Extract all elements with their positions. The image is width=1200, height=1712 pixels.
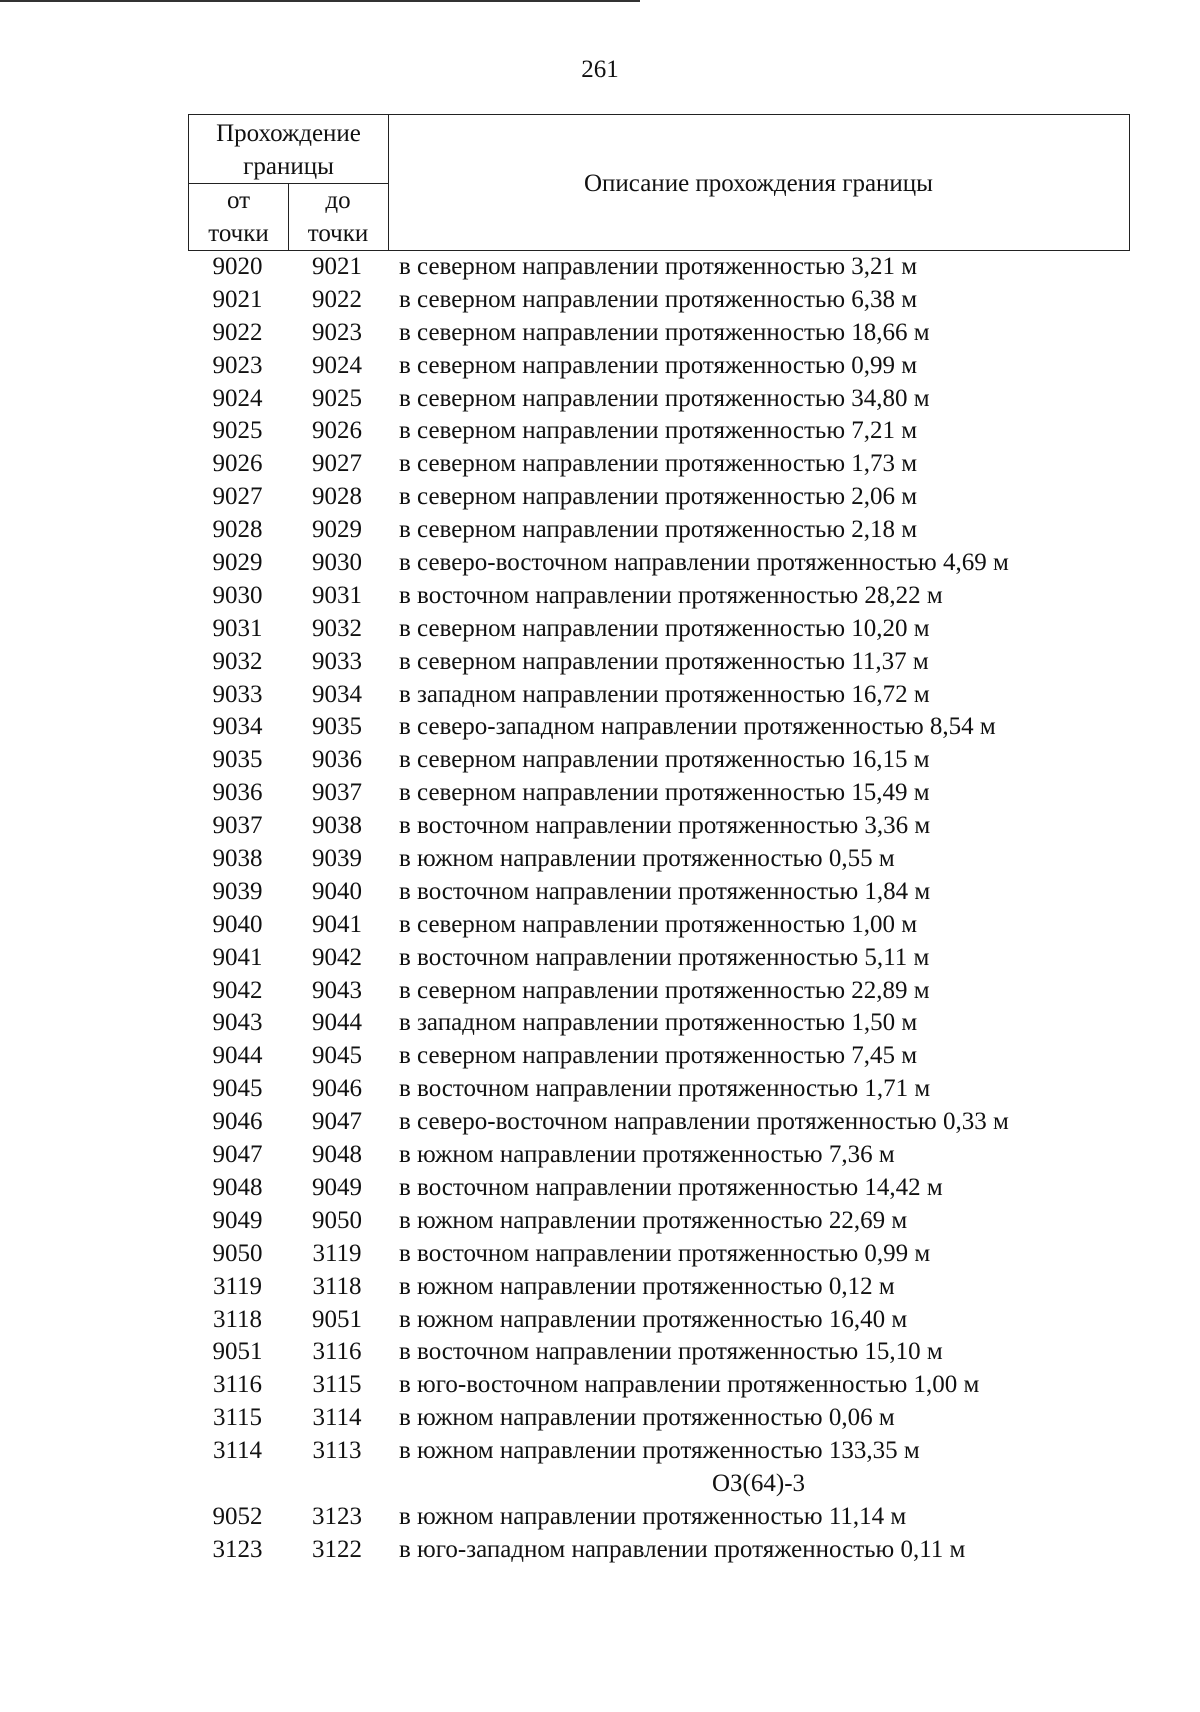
from-point: 9030 bbox=[212, 581, 263, 609]
from-point: 9025 bbox=[212, 417, 263, 445]
to-point: 9048 bbox=[312, 1141, 362, 1169]
table-row bbox=[188, 1172, 1130, 1205]
boundary-description: в южном направлении протяженностью 16,40 м bbox=[399, 1305, 908, 1333]
to-point: 9043 bbox=[312, 976, 362, 1004]
table-row bbox=[188, 1007, 1130, 1040]
to-point: 9024 bbox=[312, 351, 362, 379]
to-point: 9041 bbox=[312, 910, 362, 938]
to-point: 3119 bbox=[312, 1239, 362, 1267]
boundary-description: в южном направлении протяженностью 22,69 м bbox=[399, 1206, 908, 1234]
from-point: 9032 bbox=[212, 647, 263, 675]
boundary-description: в восточном направлении протяженностью 14,42 м bbox=[399, 1173, 943, 1201]
table-row bbox=[188, 975, 1130, 1008]
to-point: 9033 bbox=[312, 647, 362, 675]
from-point: 9034 bbox=[212, 713, 263, 741]
table-row bbox=[188, 284, 1130, 317]
from-point: 9021 bbox=[212, 285, 263, 313]
boundary-description: в северном направлении протяженностью 7,21 м bbox=[399, 417, 918, 445]
table-row bbox=[188, 1369, 1130, 1402]
from-point: 9052 bbox=[212, 1502, 263, 1530]
from-point: 3118 bbox=[212, 1305, 263, 1333]
table-row bbox=[188, 350, 1130, 383]
header-from-line2: точки bbox=[208, 220, 269, 247]
to-point: 9025 bbox=[312, 384, 362, 412]
section-heading: ОЗ(64)-3 bbox=[711, 1469, 806, 1497]
boundary-description: в северном направлении протяженностью 1,73 м bbox=[399, 450, 918, 478]
table-row bbox=[188, 580, 1130, 613]
boundary-description: в южном направлении протяженностью 0,12 м bbox=[399, 1272, 895, 1300]
to-point: 9050 bbox=[312, 1206, 362, 1234]
from-point: 9036 bbox=[212, 779, 263, 807]
header-passage-line1: Прохождение bbox=[216, 120, 361, 147]
table-row bbox=[188, 679, 1130, 712]
table-row bbox=[188, 1073, 1130, 1106]
table-row bbox=[188, 481, 1130, 514]
to-point: 9046 bbox=[312, 1075, 362, 1103]
page-number: 261 bbox=[581, 56, 619, 83]
boundary-description: в южном направлении протяженностью 0,06 м bbox=[399, 1404, 895, 1432]
boundary-description: в северо-восточном направлении протяженностью 4,69 м bbox=[399, 549, 1009, 577]
to-point: 9026 bbox=[312, 417, 362, 445]
from-point: 9038 bbox=[212, 845, 263, 873]
table-row bbox=[188, 1534, 1130, 1567]
boundary-description: в восточном направлении протяженностью 0,99 м bbox=[399, 1239, 931, 1267]
to-point: 9022 bbox=[312, 285, 362, 313]
table-row bbox=[188, 843, 1130, 876]
from-point: 9049 bbox=[212, 1206, 263, 1234]
header-from-line1: от bbox=[226, 187, 251, 214]
table-row bbox=[188, 1106, 1130, 1139]
from-point: 9027 bbox=[212, 483, 263, 511]
to-point: 9034 bbox=[312, 680, 362, 708]
table-row bbox=[188, 1040, 1130, 1073]
to-point: 9037 bbox=[312, 779, 362, 807]
table-header bbox=[188, 114, 1130, 251]
to-point: 3123 bbox=[312, 1502, 362, 1530]
from-point: 9035 bbox=[212, 746, 263, 774]
boundary-description: в северном направлении протяженностью 3,21 м bbox=[399, 253, 918, 280]
table-row bbox=[188, 942, 1130, 975]
from-point: 3114 bbox=[212, 1437, 263, 1465]
from-point: 9039 bbox=[212, 877, 263, 905]
table-row bbox=[188, 1402, 1130, 1435]
boundary-description: в северном направлении протяженностью 34,80 м bbox=[399, 384, 930, 412]
boundary-description: в северном направлении протяженностью 2,06 м bbox=[399, 483, 918, 511]
header-to-line2: точки bbox=[307, 220, 369, 247]
boundary-description: в северо-восточном направлении протяженностью 0,33 м bbox=[399, 1108, 1009, 1136]
from-point: 9043 bbox=[212, 1009, 263, 1037]
table-row bbox=[188, 1336, 1130, 1369]
table-row bbox=[188, 448, 1130, 481]
to-point: 9027 bbox=[312, 450, 362, 478]
boundary-description: в северном направлении протяженностью 10,20 м bbox=[399, 614, 930, 642]
to-point: 9038 bbox=[312, 812, 362, 840]
from-point: 3115 bbox=[212, 1404, 263, 1432]
boundary-description: в северном направлении протяженностью 18,66 м bbox=[399, 318, 930, 346]
from-point: 9022 bbox=[212, 318, 263, 346]
to-point: 9031 bbox=[312, 581, 362, 609]
table-row bbox=[188, 1501, 1130, 1534]
from-point: 9037 bbox=[212, 812, 263, 840]
from-point: 3119 bbox=[212, 1272, 263, 1300]
table-row bbox=[188, 251, 1130, 284]
table-row bbox=[188, 415, 1130, 448]
table-row bbox=[188, 777, 1130, 810]
to-point: 9049 bbox=[312, 1173, 362, 1201]
to-point: 9051 bbox=[312, 1305, 362, 1333]
to-point: 3113 bbox=[312, 1437, 362, 1465]
table-row bbox=[188, 744, 1130, 777]
boundary-description: в восточном направлении протяженностью 5,11 м bbox=[399, 943, 930, 971]
from-point: 9028 bbox=[212, 516, 263, 544]
to-point: 9021 bbox=[312, 253, 362, 280]
to-point: 9039 bbox=[312, 845, 362, 873]
to-point: 9023 bbox=[312, 318, 362, 346]
header-description: Описание прохождения границы bbox=[584, 170, 933, 197]
header-to bbox=[288, 184, 388, 250]
table-row bbox=[188, 711, 1130, 744]
from-point: 9020 bbox=[212, 253, 263, 280]
from-point: 3116 bbox=[212, 1371, 263, 1399]
table-row bbox=[188, 1435, 1130, 1468]
table-row bbox=[188, 514, 1130, 547]
boundary-description: в восточном направлении протяженностью 1,84 м bbox=[399, 877, 931, 905]
table-row bbox=[188, 547, 1130, 580]
header-passage bbox=[189, 117, 388, 183]
from-point: 9040 bbox=[212, 910, 263, 938]
to-point: 9029 bbox=[312, 516, 362, 544]
to-point: 3122 bbox=[312, 1535, 362, 1563]
table-row bbox=[188, 909, 1130, 942]
boundary-description: в восточном направлении протяженностью 1,71 м bbox=[399, 1075, 931, 1103]
table-row bbox=[188, 1238, 1130, 1271]
boundary-description: в северном направлении протяженностью 22,89 м bbox=[399, 976, 930, 1004]
from-point: 9042 bbox=[212, 976, 263, 1004]
from-point: 9041 bbox=[212, 943, 263, 971]
boundary-description: в северном направлении протяженностью 0,99 м bbox=[399, 351, 918, 379]
to-point: 9040 bbox=[312, 877, 362, 905]
boundary-description: в восточном направлении протяженностью 28,22 м bbox=[399, 581, 943, 609]
to-point: 9032 bbox=[312, 614, 362, 642]
to-point: 9036 bbox=[312, 746, 362, 774]
to-point: 9042 bbox=[312, 943, 362, 971]
boundary-description: в западном направлении протяженностью 1,50 м bbox=[399, 1009, 918, 1037]
boundary-description: в северном направлении протяженностью 11,37 м bbox=[399, 647, 929, 675]
header-from bbox=[189, 184, 288, 250]
table-row bbox=[188, 1271, 1130, 1304]
from-point: 3123 bbox=[212, 1535, 263, 1563]
from-point: 9023 bbox=[212, 351, 263, 379]
table-row bbox=[188, 810, 1130, 843]
from-point: 9024 bbox=[212, 384, 263, 412]
boundary-description: в северо-западном направлении протяженностью 8,54 м bbox=[399, 713, 996, 741]
header-passage-line2: границы bbox=[243, 153, 334, 180]
boundary-description: в восточном направлении протяженностью 3,36 м bbox=[399, 812, 931, 840]
boundary-description: в северном направлении протяженностью 1,00 м bbox=[399, 910, 918, 938]
boundary-description: в юго-восточном направлении протяженностью 1,00 м bbox=[399, 1371, 980, 1399]
from-point: 9048 bbox=[212, 1173, 263, 1201]
to-point: 3118 bbox=[312, 1272, 362, 1300]
table-row bbox=[188, 613, 1130, 646]
boundary-description: в северном направлении протяженностью 16,15 м bbox=[399, 746, 930, 774]
to-point: 9044 bbox=[312, 1009, 362, 1037]
boundary-description: в южном направлении протяженностью 7,36 м bbox=[399, 1141, 895, 1169]
header-to-line1: до bbox=[325, 187, 351, 214]
scan-top-edge bbox=[0, 0, 640, 2]
boundary-table-body bbox=[188, 251, 1130, 1567]
to-point: 3115 bbox=[312, 1371, 362, 1399]
from-point: 9044 bbox=[212, 1042, 263, 1070]
to-point: 9045 bbox=[312, 1042, 362, 1070]
from-point: 9029 bbox=[212, 549, 263, 577]
from-point: 9050 bbox=[212, 1239, 263, 1267]
from-point: 9026 bbox=[212, 450, 263, 478]
from-point: 9045 bbox=[212, 1075, 263, 1103]
boundary-description: в южном направлении протяженностью 11,14 м bbox=[399, 1502, 907, 1530]
table-row bbox=[188, 646, 1130, 679]
boundary-description: в восточном направлении протяженностью 15,10 м bbox=[399, 1338, 943, 1366]
table-row bbox=[188, 1205, 1130, 1238]
to-point: 9030 bbox=[312, 549, 362, 577]
table-row bbox=[188, 1304, 1130, 1337]
to-point: 3116 bbox=[312, 1338, 362, 1366]
from-point: 9047 bbox=[212, 1141, 263, 1169]
boundary-description: в южном направлении протяженностью 0,55 м bbox=[399, 845, 895, 873]
boundary-description: в северном направлении протяженностью 2,18 м bbox=[399, 516, 918, 544]
to-point: 9047 bbox=[312, 1108, 362, 1136]
to-point: 3114 bbox=[312, 1404, 362, 1432]
boundary-description: в северном направлении протяженностью 7,45 м bbox=[399, 1042, 918, 1070]
from-point: 9033 bbox=[212, 680, 263, 708]
boundary-description: в северном направлении протяженностью 15,49 м bbox=[399, 779, 930, 807]
section-heading-row bbox=[188, 1468, 1130, 1501]
from-point: 9046 bbox=[212, 1108, 263, 1136]
table-row bbox=[188, 383, 1130, 416]
boundary-description: в западном направлении протяженностью 16,72 м bbox=[399, 680, 930, 708]
table-row bbox=[188, 1139, 1130, 1172]
boundary-description: в юго-западном направлении протяженностью 0,11 м bbox=[399, 1535, 966, 1563]
table-row bbox=[188, 317, 1130, 350]
from-point: 9051 bbox=[212, 1338, 263, 1366]
to-point: 9028 bbox=[312, 483, 362, 511]
table-row bbox=[188, 876, 1130, 909]
to-point: 9035 bbox=[312, 713, 362, 741]
boundary-description: в южном направлении протяженностью 133,35 м bbox=[399, 1437, 920, 1465]
boundary-description: в северном направлении протяженностью 6,38 м bbox=[399, 285, 918, 313]
from-point: 9031 bbox=[212, 614, 263, 642]
